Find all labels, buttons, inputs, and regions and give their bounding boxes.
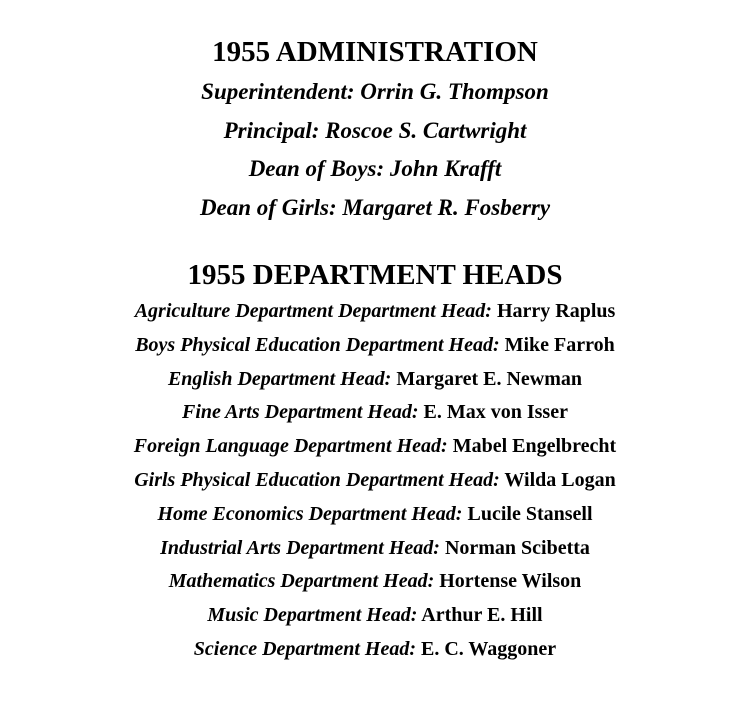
dept-row-foreign-language — [0, 431, 750, 465]
dept-label: Science Department Head: — [193, 637, 416, 660]
dept-label: Mathematics Department Head: — [168, 570, 435, 593]
administration-row-principal: Principal: Roscoe S. Cartwright — [223, 117, 527, 143]
department-heads-title: 1955 DEPARTMENT HEADS — [187, 259, 563, 291]
dept-row-boys-physical-education — [0, 330, 750, 364]
dept-label: Music Department Head: — [207, 604, 418, 627]
dept-row-english — [0, 364, 750, 398]
dept-head-name: Mike Farroh — [504, 333, 615, 356]
dept-head-name: E. Max von Isser — [423, 401, 568, 424]
dept-label: Foreign Language Department Head: — [133, 435, 448, 458]
dept-head-name: Margaret E. Newman — [396, 367, 583, 390]
dept-head-name: Hortense Wilson — [439, 570, 582, 593]
dept-label: Boys Physical Education Department Head: — [135, 333, 500, 356]
dept-head-name: E. C. Waggoner — [420, 637, 557, 660]
administration-row-dean-of-girls: Dean of Girls: Margaret R. Fosberry — [199, 194, 551, 220]
dept-label: Industrial Arts Department Head: — [160, 536, 440, 559]
dept-label: English Department Head: — [167, 367, 392, 390]
dept-head-name: Wilda Logan — [504, 468, 616, 491]
dept-row-agriculture — [0, 296, 750, 330]
dept-row-home-economics — [0, 499, 750, 533]
dept-label: Girls Physical Education Department Head: — [134, 468, 500, 491]
administration-row-dean-of-boys: Dean of Boys: John Krafft — [248, 156, 502, 181]
administration-list — [0, 75, 750, 229]
administration-title: 1955 ADMINISTRATION — [212, 36, 538, 68]
dept-row-industrial-arts — [0, 533, 750, 567]
administration-row-superintendent: Superintendent: Orrin G. Thompson — [201, 79, 549, 104]
dept-label: Home Economics Department Head: — [157, 502, 463, 525]
dept-head-name: Norman Scibetta — [444, 536, 590, 559]
dept-row-science — [0, 634, 750, 668]
dept-label: Fine Arts Department Head: — [182, 401, 419, 424]
department-heads-list — [0, 296, 750, 668]
dept-row-girls-physical-education — [0, 465, 750, 499]
dept-head-name: Harry Raplus — [496, 300, 616, 322]
dept-row-fine-arts — [0, 397, 750, 431]
dept-label: Agriculture Department Department Head: — [134, 300, 492, 322]
dept-head-name: Lucile Stansell — [467, 502, 593, 525]
dept-row-music — [0, 600, 750, 634]
dept-head-name: Arthur E. Hill — [421, 604, 543, 627]
dept-head-name: Mabel Engelbrecht — [452, 435, 617, 458]
dept-row-mathematics — [0, 566, 750, 600]
